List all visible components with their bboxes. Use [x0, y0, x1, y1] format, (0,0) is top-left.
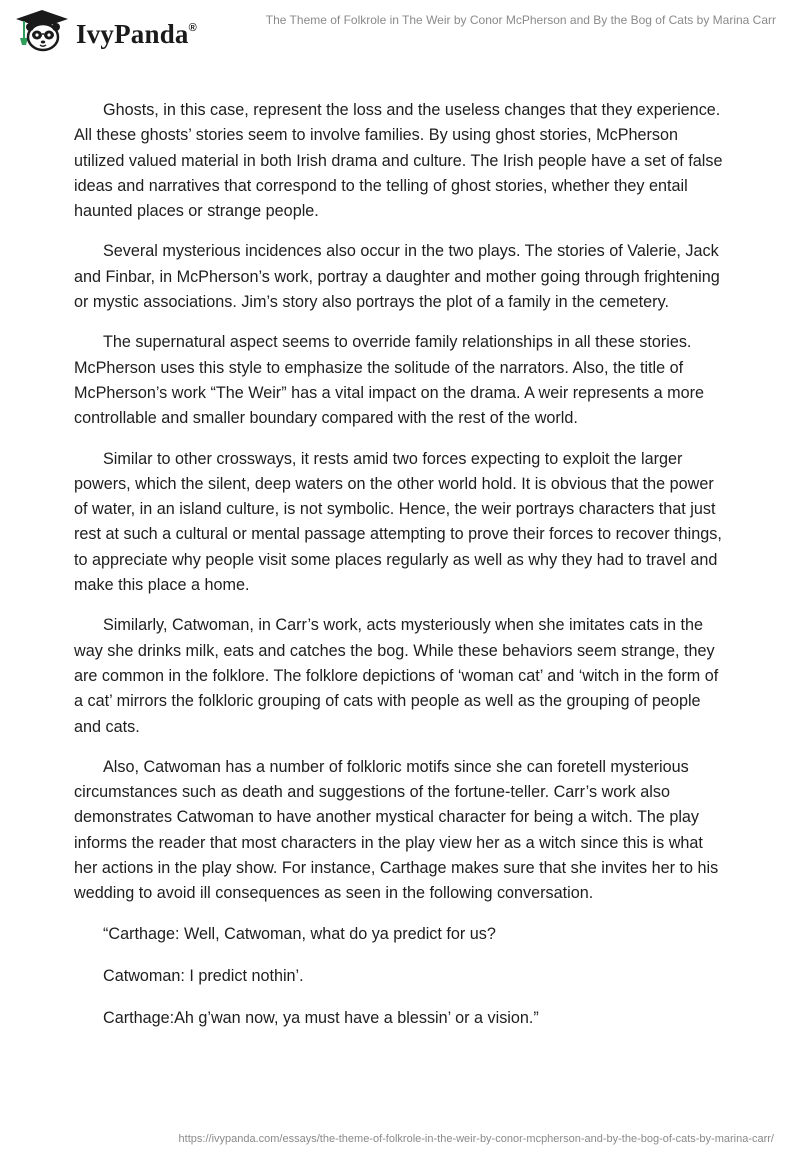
quote-line: Carthage:Ah g’wan now, ya must have a blessin’ or a vision.” [103, 1009, 539, 1028]
registered-mark: ® [188, 21, 197, 34]
paragraph: Similar to other crossways, it rests amid two forces expecting to exploit the larger powers, which the silent, deep waters on the other world hold. It is obvious that the power of water, in an island culture, is not symbolic. Hence, the weir portrays characters that just rest at such a cultural or mental passage attempting to prove their forces to recover things, to appreciate why people visit some places regularly as well as why they had to travel and make this place a home. [74, 449, 722, 595]
quote-line: “Carthage: Well, Catwoman, what do ya predict for us? [103, 924, 496, 943]
essay-body [74, 98, 726, 1049]
page-header [0, 0, 800, 60]
document-title: The Theme of Folkrole in The Weir by Conor McPherson and By the Bog of Cats by Marina Carr [265, 13, 776, 27]
paragraph: Ghosts, in this case, represent the loss and the useless changes that they experience. All these ghosts’ stories seem to involve families. By using ghost stories, McPherson utilized valued material in both Irish drama and culture. The Irish people have a set of false ideas and narratives that correspond to the telling of ghost stories, whether they entail haunted places or strange people. [74, 101, 723, 221]
quote-line: Catwoman: I predict nothin’. [103, 966, 304, 985]
paragraph: Several mysterious incidences also occur in the two plays. The stories of Valerie, Jack and Finbar, in McPherson’s work, portray a daughter and mother going through frightening or mystic associations. Jim’s story also portrays the plot of a family in the cemetery. [74, 242, 720, 312]
brand-logo[interactable] [14, 8, 197, 52]
paragraph: The supernatural aspect seems to override family relationships in all these stories. McPherson uses this style to emphasize the solitude of the narrators. Also, the title of McPherson’s work “The Weir” has a vital impact on the drama. A weir represents a more controllable and smaller boundary compared with the rest of the world. [74, 333, 705, 428]
panda-graduate-icon [14, 8, 70, 52]
brand-name: IvyPanda® [76, 18, 197, 49]
paragraph: Also, Catwoman has a number of folkloric motifs since she can foretell mysterious circumstances such as death and suggestions of the fortune-teller. Carr’s work also demonstrates Catwoman to have another mystical character for being a witch. The play informs the reader that most characters in the play view her as a witch since this is what her actions in the play show. For instance, Carthage makes sure that she invites her to his wedding to avoid ill consequences as seen in the following conversation. [74, 757, 719, 903]
source-url[interactable]: https://ivypanda.com/essays/the-theme-of-folkrole-in-the-weir-by-conor-mcpherson-and-by-the-bog-of-cats-by-marina-carr/ [178, 1133, 774, 1145]
paragraph: Similarly, Catwoman, in Carr’s work, acts mysteriously when she imitates cats in the way she drinks milk, eats and catches the bog. While these behaviors seem strange, they are common in the folklore. The folklore depictions of ‘woman cat’ and ‘witch in the form of a cat’ mirrors the folkloric grouping of cats with people as well as the grouping of people and cats. [74, 616, 719, 736]
